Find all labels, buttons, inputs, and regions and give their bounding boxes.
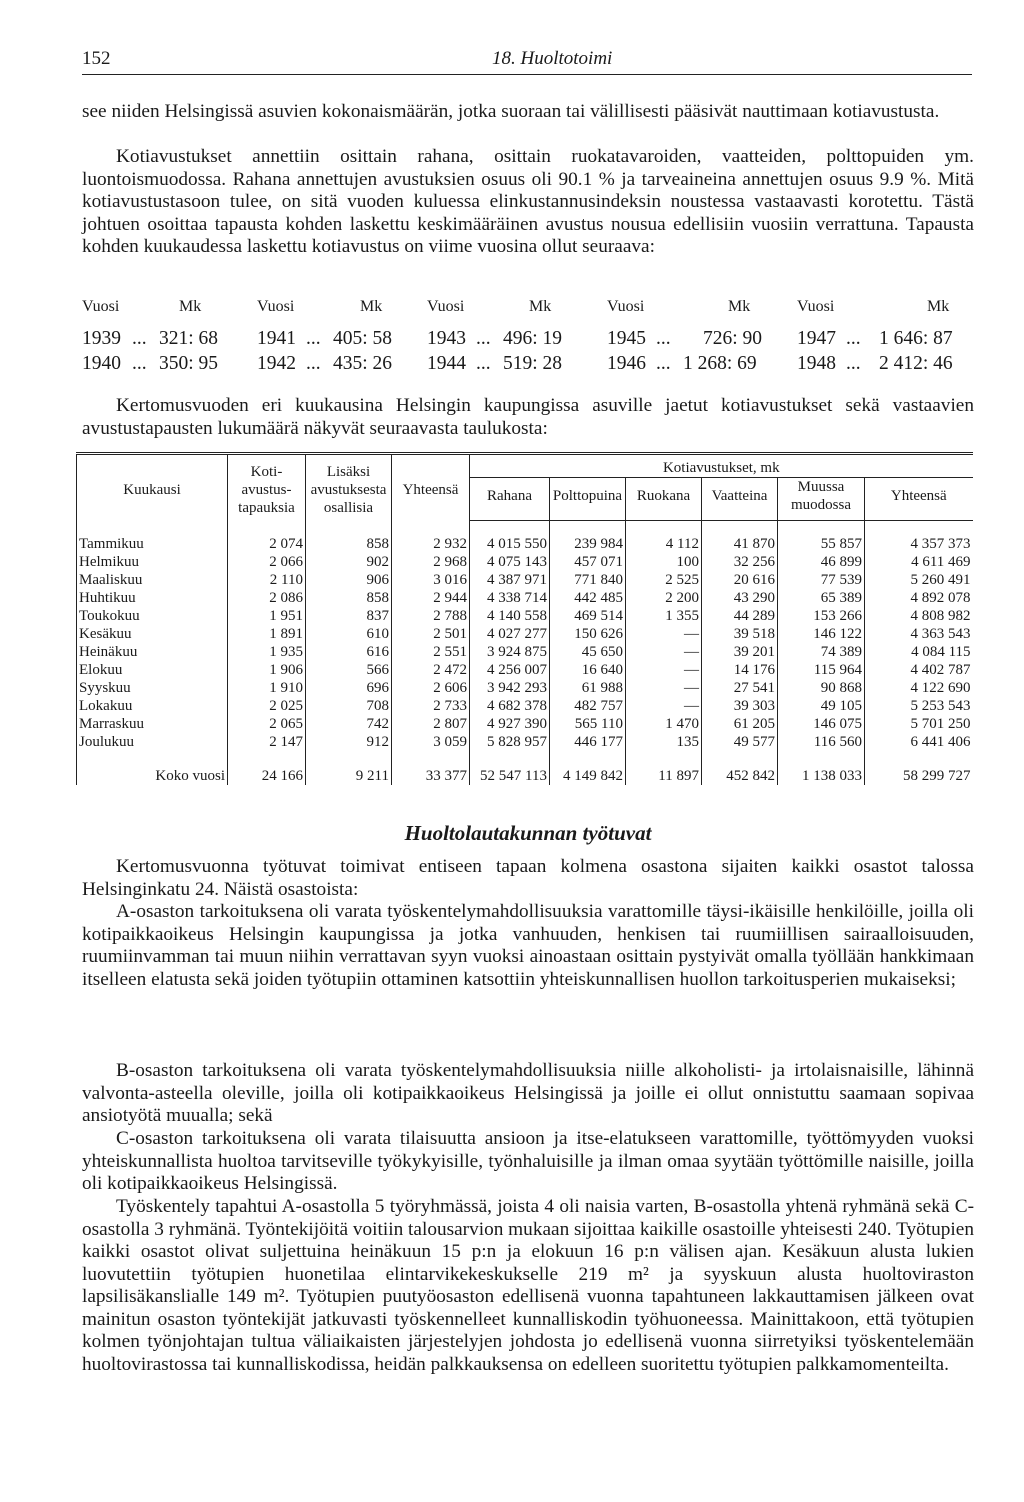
total-cell: 2 733 (392, 697, 470, 715)
food-cell: — (626, 625, 702, 643)
mk-column-header: Mk (728, 298, 751, 315)
year-value: 1947 (797, 328, 836, 349)
total-cell: 3 059 (392, 733, 470, 763)
month-cell: Heinäkuu (77, 643, 228, 661)
money-cell: 4 387 971 (470, 571, 550, 589)
mk-column-header: Mk (529, 298, 552, 315)
other-cell: 90 868 (778, 679, 865, 697)
other-cell: 115 964 (778, 661, 865, 679)
sum-cell: 6 441 406 (865, 733, 973, 763)
fuel-cell: 45 650 (550, 643, 626, 661)
yearly-average-headers (82, 298, 977, 324)
other-cell: 146 122 (778, 625, 865, 643)
running-title: 18. Huoltotoimi (492, 48, 613, 69)
food-cell: — (626, 643, 702, 661)
clothes-cell: 41 870 (702, 521, 778, 554)
other-cell: 116 560 (778, 733, 865, 763)
assistance-group-header: Kotiavustukset, mk (470, 454, 973, 478)
clothes-cell: 20 616 (702, 571, 778, 589)
table-row (77, 643, 973, 661)
table-row (77, 715, 973, 733)
fuel-total-cell: 4 149 842 (550, 763, 626, 785)
cases-cell: 2 065 (228, 715, 306, 733)
sum-cell: 5 701 250 (865, 715, 973, 733)
table-row (77, 589, 973, 607)
cases-cell: 1 891 (228, 625, 306, 643)
total-total-cell: 33 377 (392, 763, 470, 785)
money-column-header: Rahana (470, 478, 550, 521)
total-cell: 2 606 (392, 679, 470, 697)
total-cell: 2 968 (392, 553, 470, 571)
food-cell: 2 525 (626, 571, 702, 589)
intro-paragraph-2: Kotiavustukset annettiin osittain rahana, osittain ruokatavaroiden, vaatteiden, polttopuiden ym. luontoismuodossa. Rahana annettujen avustuksien osuus oli 90.1 % ja tarveaineina annettujen osuus 9.9 %. Mitä kotiavustustasoon tulee, on sitä vuoden kuluessa elinkustannusindeksin noustessa vastaavasti korotettu. Tästä johtuen osoittaa tapausta kohden laskettu keskimääräinen avustus nousua edellisiin vuosiin verrattuna. Tapausta kohden kuukaudessa laskettu kotiavustus on viime vuosina ollut seuraava: (82, 146, 974, 257)
additional-cell: 906 (306, 571, 392, 589)
cases-cell: 2 066 (228, 553, 306, 571)
month-cell: Maaliskuu (77, 571, 228, 589)
sum-cell: 4 892 078 (865, 589, 973, 607)
fuel-cell: 482 757 (550, 697, 626, 715)
additional-cell: 610 (306, 625, 392, 643)
table-total-row (77, 763, 973, 785)
money-cell: 4 140 558 (470, 607, 550, 625)
money-cell: 4 075 143 (470, 553, 550, 571)
year-amount: 1 268: 69 (683, 353, 757, 374)
yearly-average-row: 1939 ... 321: 68 1941 ... 405: 58 1943 ... 496: 19 1945 ... 726: 90 1947 ... 1 646: 87 (82, 328, 953, 349)
additional-cell: 708 (306, 697, 392, 715)
fuel-cell: 61 988 (550, 679, 626, 697)
clothes-cell: 14 176 (702, 661, 778, 679)
additional-cell: 902 (306, 553, 392, 571)
month-cell: Huhtikuu (77, 589, 228, 607)
clothes-cell: 43 290 (702, 589, 778, 607)
clothes-cell: 39 303 (702, 697, 778, 715)
section-paragraph-c: C-osaston tarkoituksena oli varata tilaisuutta ansioon ja itse-elatukseen varattomille, työttömyyden vuoksi yhteiskunnallista huoltoa tarvitseville työkykyisille, työnhaluisille ja ilman omaa syytään työttömille naisille, joilla oli kotipaikkaoikeus Helsingissä. (82, 1128, 974, 1194)
sum-cell: 4 611 469 (865, 553, 973, 571)
year-amount: 496: 19 (503, 328, 563, 349)
food-cell: — (626, 661, 702, 679)
other-cell: 49 105 (778, 697, 865, 715)
clothes-cell: 39 201 (702, 643, 778, 661)
additional-total-cell: 9 211 (306, 763, 392, 785)
additional-cell: 696 (306, 679, 392, 697)
page-number: 152 (82, 48, 111, 69)
other-cell: 146 075 (778, 715, 865, 733)
monthly-assistance-table (76, 452, 973, 785)
cases-column-header: Koti-avustus-tapauksia (228, 454, 306, 521)
sum-column-header: Yhteensä (865, 478, 973, 521)
additional-cell: 912 (306, 733, 392, 763)
yearly-average-table (82, 298, 977, 374)
year-column-header: Vuosi (82, 298, 120, 315)
cases-cell: 2 025 (228, 697, 306, 715)
fuel-cell: 457 071 (550, 553, 626, 571)
year-value: 1944 (427, 353, 466, 374)
table-row (77, 625, 973, 643)
food-cell: 4 112 (626, 521, 702, 554)
money-cell: 4 927 390 (470, 715, 550, 733)
month-column-header: Kuukausi (77, 454, 228, 521)
sum-cell: 4 357 373 (865, 521, 973, 554)
month-cell: Lokakuu (77, 697, 228, 715)
fuel-cell: 446 177 (550, 733, 626, 763)
cases-cell: 1 935 (228, 643, 306, 661)
money-cell: 4 338 714 (470, 589, 550, 607)
mk-column-header: Mk (927, 298, 950, 315)
year-column-header: Vuosi (607, 298, 645, 315)
year-value: 1945 (607, 328, 646, 349)
year-column-header: Vuosi (797, 298, 835, 315)
month-cell: Marraskuu (77, 715, 228, 733)
fuel-cell: 565 110 (550, 715, 626, 733)
table-row (77, 733, 973, 763)
food-cell: 2 200 (626, 589, 702, 607)
other-total-cell: 1 138 033 (778, 763, 865, 785)
section-paragraph-1: Kertomusvuonna työtuvat toimivat entiseen tapaan kolmena osastona sijaiten kaikki osastot talossa Helsinginkatu 24. Näistä osastoista: (82, 856, 974, 900)
month-cell: Kesäkuu (77, 625, 228, 643)
month-cell: Syyskuu (77, 679, 228, 697)
money-cell: 4 015 550 (470, 521, 550, 554)
table-header-row (77, 454, 973, 478)
total-column-header: Yhteensä (392, 454, 470, 521)
intro-paragraph-1: see niiden Helsingissä asuvien kokonaismäärän, jotka suoraan tai välillisesti pääsivät nauttimaan kotiavustusta. (82, 101, 940, 122)
food-total-cell: 11 897 (626, 763, 702, 785)
section-paragraph-b: B-osaston tarkoituksena oli varata työskentelymahdollisuuksia niille alkoholisti- ja irtolaisnaisille, lähinnä valvonta-asteella oleville, joilla oli kotipaikkaoikeus Helsingissä ja joille ei ollut onnistuttu saamaan sopivaa ansiotyötä muualla; sekä (82, 1060, 974, 1126)
cases-cell: 2 074 (228, 521, 306, 554)
clothes-cell: 49 577 (702, 733, 778, 763)
mk-column-header: Mk (179, 298, 202, 315)
year-column-header: Vuosi (257, 298, 295, 315)
sum-cell: 4 402 787 (865, 661, 973, 679)
additional-cell: 858 (306, 589, 392, 607)
cases-cell: 2 086 (228, 589, 306, 607)
year-value: 1942 (257, 353, 296, 374)
additional-column-header: Lisäksi avustuksesta osallisia (306, 454, 392, 521)
year-amount: 1 646: 87 (879, 328, 953, 349)
food-cell: 100 (626, 553, 702, 571)
other-cell: 77 539 (778, 571, 865, 589)
total-label-cell: Koko vuosi (77, 763, 228, 785)
sum-cell: 5 260 491 (865, 571, 973, 589)
cases-cell: 1 910 (228, 679, 306, 697)
fuel-column-header: Polttopuina (550, 478, 626, 521)
other-cell: 65 389 (778, 589, 865, 607)
clothes-cell: 44 289 (702, 607, 778, 625)
other-column-header: Muussa muodossa (778, 478, 865, 521)
section-paragraph-a: A-osaston tarkoituksena oli varata työskentelymahdollisuuksia varattomille täysi-ikäisille henkilöille, joilla oli kotipaikkaoikeus Helsingin kaupungissa ja jotka vanhuuden, henkisen tai ruumiillisen sairaalloisuuden, ruumiinvamman tai muun niihin verrattavan syyn vuoksi ainoastaan osittain pystyivät omalla työllään hankkimaan itselleen elatusta sekä joiden työtupiin ottaminen katsottiin yhteiskunnallisen huollon tarkoitusperien mukaiseksi; (82, 901, 974, 990)
year-value: 1943 (427, 328, 466, 349)
table-row (77, 679, 973, 697)
table-row (77, 697, 973, 715)
year-amount: 726: 90 (703, 328, 763, 349)
food-cell: 1 470 (626, 715, 702, 733)
cases-cell: 1 951 (228, 607, 306, 625)
table-row (77, 571, 973, 589)
year-amount: 435: 26 (333, 353, 393, 374)
year-amount: 2 412: 46 (879, 353, 953, 374)
year-value: 1946 (607, 353, 646, 374)
total-cell: 2 944 (392, 589, 470, 607)
total-cell: 2 932 (392, 521, 470, 554)
cases-cell: 2 110 (228, 571, 306, 589)
month-cell: Tammikuu (77, 521, 228, 554)
sum-cell: 4 084 115 (865, 643, 973, 661)
total-cell: 2 807 (392, 715, 470, 733)
fuel-cell: 150 626 (550, 625, 626, 643)
clothes-cell: 61 205 (702, 715, 778, 733)
sum-cell: 5 253 543 (865, 697, 973, 715)
fuel-cell: 16 640 (550, 661, 626, 679)
sum-cell: 4 808 982 (865, 607, 973, 625)
other-cell: 55 857 (778, 521, 865, 554)
month-cell: Joulukuu (77, 733, 228, 763)
year-amount: 519: 28 (503, 353, 563, 374)
mk-column-header: Mk (360, 298, 383, 315)
money-cell: 4 027 277 (470, 625, 550, 643)
money-cell: 4 682 378 (470, 697, 550, 715)
year-value: 1940 (82, 353, 121, 374)
other-cell: 46 899 (778, 553, 865, 571)
year-value: 1941 (257, 328, 296, 349)
table-row (77, 521, 973, 554)
table-row (77, 553, 973, 571)
cases-total-cell: 24 166 (228, 763, 306, 785)
additional-cell: 566 (306, 661, 392, 679)
section-heading: Huoltolautakunnan työtuvat (404, 821, 652, 845)
food-column-header: Ruokana (626, 478, 702, 521)
food-cell: — (626, 697, 702, 715)
money-cell: 3 924 875 (470, 643, 550, 661)
total-cell: 2 472 (392, 661, 470, 679)
food-cell: — (626, 679, 702, 697)
clothes-cell: 39 518 (702, 625, 778, 643)
month-cell: Helmikuu (77, 553, 228, 571)
additional-cell: 858 (306, 521, 392, 554)
sum-cell: 4 363 543 (865, 625, 973, 643)
fuel-cell: 469 514 (550, 607, 626, 625)
other-cell: 74 389 (778, 643, 865, 661)
additional-cell: 616 (306, 643, 392, 661)
clothes-column-header: Vaatteina (702, 478, 778, 521)
food-cell: 1 355 (626, 607, 702, 625)
section-paragraph-work: Työskentely tapahtui A-osastolla 5 työryhmässä, joista 4 oli naisia varten, B-osastolla yhtenä ryhmänä sekä C-osastolla 3 ryhmänä. Työntekijöitä voitiin talousarvion mukaan sijoittaa kaikille osastoille yhteisesti 240. Työtupien kaikki osastot olivat suljettuina heinäkuun 15 p:n ja elokuun 16 p:n välisen ajan. Kesäkuun alusta lukien luovutettiin työtupien huonetilaa elintarvikekeskukselle 219 m² ja syyskuun alusta huoltoviraston lapsilisäkanslialle 149 m². Työtupien puutyöosaston edellisenä vuonna tapahtuneen lakkauttamisen jälkeen ovat mainitun osaston työntekijät jatkuvasti työskennelleet kunnalliskodin työhuoneessa. Mainittakoon, että työtupien kolmen työnjohtajan tultua väliaikaisten järjestelyjen johdosta jo edellisenä vuonna siirretyiksi työskentelemään huoltovirastossa tai kunnalliskodissa, heidän palkkauksensa on edelleen suoritettu työtupien palkkamomenteilta. (82, 1196, 974, 1375)
sum-total-cell: 58 299 727 (865, 763, 973, 785)
fuel-cell: 239 984 (550, 521, 626, 554)
page-header (82, 48, 972, 75)
year-column-header: Vuosi (427, 298, 465, 315)
clothes-cell: 27 541 (702, 679, 778, 697)
year-amount: 321: 68 (159, 328, 219, 349)
fuel-cell: 771 840 (550, 571, 626, 589)
food-cell: 135 (626, 733, 702, 763)
other-cell: 153 266 (778, 607, 865, 625)
total-cell: 2 551 (392, 643, 470, 661)
money-cell: 4 256 007 (470, 661, 550, 679)
cases-cell: 1 906 (228, 661, 306, 679)
clothes-cell: 32 256 (702, 553, 778, 571)
sum-cell: 4 122 690 (865, 679, 973, 697)
fuel-cell: 442 485 (550, 589, 626, 607)
money-cell: 5 828 957 (470, 733, 550, 763)
table-row (77, 661, 973, 679)
total-cell: 3 016 (392, 571, 470, 589)
money-cell: 3 942 293 (470, 679, 550, 697)
year-amount: 405: 58 (333, 328, 393, 349)
table-intro-paragraph: Kertomusvuoden eri kuukausina Helsingin kaupungissa asuville jaetut kotiavustukset sekä vastaavien avustustapausten lukumäärä näkyvät seuraavasta taulukosta: (82, 395, 974, 439)
month-cell: Elokuu (77, 661, 228, 679)
clothes-total-cell: 452 842 (702, 763, 778, 785)
year-amount: 350: 95 (159, 353, 219, 374)
year-value: 1939 (82, 328, 121, 349)
additional-cell: 742 (306, 715, 392, 733)
year-value: 1948 (797, 353, 836, 374)
total-cell: 2 788 (392, 607, 470, 625)
table-row (77, 607, 973, 625)
money-total-cell: 52 547 113 (470, 763, 550, 785)
yearly-average-row: 1940 ... 350: 95 1942 ... 435: 26 1944 ... 519: 28 1946 ... 1 268: 69 1948 ... 2 412: 46 (82, 353, 953, 374)
additional-cell: 837 (306, 607, 392, 625)
total-cell: 2 501 (392, 625, 470, 643)
cases-cell: 2 147 (228, 733, 306, 763)
month-cell: Toukokuu (77, 607, 228, 625)
